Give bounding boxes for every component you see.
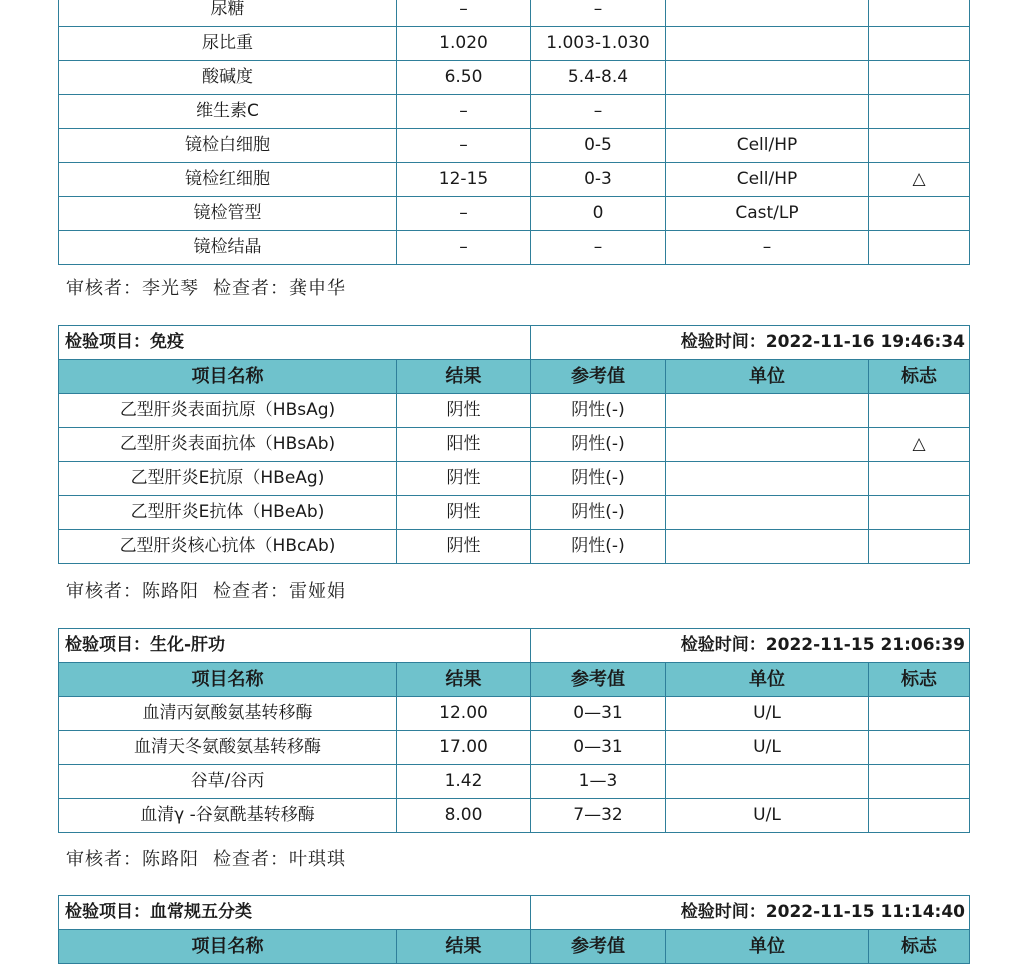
item-ref: 1.003-1.030: [531, 27, 666, 61]
item-name: 乙型肝炎核心抗体（HBcAb): [59, 530, 397, 564]
item-flag: [869, 799, 970, 833]
item-unit: Cell/HP: [666, 129, 869, 163]
examiner-name: 龚申华: [289, 278, 346, 299]
item-result: 8.00: [397, 799, 531, 833]
table-row: [59, 530, 970, 564]
item-result: 阴性: [397, 530, 531, 564]
section-title-row: [59, 326, 970, 360]
table-row: [59, 61, 970, 95]
col-header-name: 项目名称: [59, 930, 397, 964]
item-flag: [869, 61, 970, 95]
item-flag: [869, 530, 970, 564]
item-name: 镜检红细胞: [59, 163, 397, 197]
item-unit: U/L: [666, 697, 869, 731]
item-result: 阳性: [397, 428, 531, 462]
item-ref: 7—32: [531, 799, 666, 833]
item-name: 乙型肝炎E抗原（HBeAg): [59, 462, 397, 496]
item-result: –: [397, 129, 531, 163]
item-flag: [869, 197, 970, 231]
table-row: [59, 428, 970, 462]
item-ref: –: [531, 231, 666, 265]
table-row: [59, 731, 970, 765]
table-row: [59, 0, 970, 27]
column-header-row: [59, 663, 970, 697]
examiner-name: 叶琪琪: [289, 849, 346, 870]
col-header-name: 项目名称: [59, 360, 397, 394]
liver-function-table: [58, 628, 970, 833]
item-flag: [869, 697, 970, 731]
item-name: 镜检管型: [59, 197, 397, 231]
item-name: 尿比重: [59, 27, 397, 61]
column-header-row: [59, 360, 970, 394]
signature-line: [66, 274, 346, 300]
item-unit: –: [666, 231, 869, 265]
col-header-result: 结果: [397, 663, 531, 697]
table-row: [59, 394, 970, 428]
item-flag: [869, 27, 970, 61]
item-ref: 5.4-8.4: [531, 61, 666, 95]
item-ref: –: [531, 0, 666, 27]
item-flag: [869, 394, 970, 428]
reviewer-name: 陈路阳: [142, 581, 199, 602]
item-unit: [666, 462, 869, 496]
item-unit: Cell/HP: [666, 163, 869, 197]
item-result: 阴性: [397, 496, 531, 530]
col-header-unit: 单位: [666, 930, 869, 964]
col-header-flag: 标志: [869, 663, 970, 697]
item-name: 血清γ -谷氨酰基转移酶: [59, 799, 397, 833]
col-header-unit: 单位: [666, 663, 869, 697]
item-ref: 阴性(-): [531, 428, 666, 462]
col-header-name: 项目名称: [59, 663, 397, 697]
item-unit: [666, 61, 869, 95]
item-result: 6.50: [397, 61, 531, 95]
reviewer-label: 审核者：: [66, 849, 142, 870]
col-header-unit: 单位: [666, 360, 869, 394]
col-header-result: 结果: [397, 930, 531, 964]
table-row: [59, 765, 970, 799]
item-result: 12-15: [397, 163, 531, 197]
item-unit: [666, 0, 869, 27]
table-row: [59, 231, 970, 265]
table-row: [59, 197, 970, 231]
col-header-ref: 参考值: [531, 663, 666, 697]
reviewer-label: 审核者：: [66, 581, 142, 602]
item-name: 镜检结晶: [59, 231, 397, 265]
item-name: 镜检白细胞: [59, 129, 397, 163]
item-name: 酸碱度: [59, 61, 397, 95]
item-name: 血清丙氨酸氨基转移酶: [59, 697, 397, 731]
signature-line: [66, 845, 346, 871]
table-row: [59, 799, 970, 833]
item-result: –: [397, 95, 531, 129]
item-ref: 0: [531, 197, 666, 231]
item-unit: [666, 27, 869, 61]
reviewer-label: 审核者：: [66, 278, 142, 299]
item-flag: [869, 129, 970, 163]
item-result: 17.00: [397, 731, 531, 765]
item-ref: 阴性(-): [531, 530, 666, 564]
item-name: 尿糖: [59, 0, 397, 27]
item-result: –: [397, 231, 531, 265]
item-unit: [666, 530, 869, 564]
examiner-label: 检查者：: [213, 278, 289, 299]
col-header-result: 结果: [397, 360, 531, 394]
item-ref: 0-5: [531, 129, 666, 163]
item-flag: [869, 231, 970, 265]
item-unit: [666, 95, 869, 129]
item-unit: Cast/LP: [666, 197, 869, 231]
item-unit: [666, 765, 869, 799]
item-ref: 1—3: [531, 765, 666, 799]
item-result: 阴性: [397, 462, 531, 496]
item-result: 1.020: [397, 27, 531, 61]
reviewer-name: 李光琴: [142, 278, 199, 299]
item-flag: [869, 765, 970, 799]
item-result: 1.42: [397, 765, 531, 799]
table-row: [59, 163, 970, 197]
examiner-label: 检查者：: [213, 581, 289, 602]
urine-results-table: [58, 0, 970, 265]
item-unit: [666, 496, 869, 530]
section-title-row: [59, 896, 970, 930]
abnormal-flag: △: [869, 163, 970, 197]
item-name: 乙型肝炎表面抗体（HBsAb): [59, 428, 397, 462]
item-unit: [666, 394, 869, 428]
table-row: [59, 697, 970, 731]
col-header-ref: 参考值: [531, 930, 666, 964]
test-time: 检验时间：2022-11-15 21:06:39: [531, 629, 970, 663]
item-flag: [869, 0, 970, 27]
table-row: [59, 496, 970, 530]
item-flag: [869, 95, 970, 129]
project-name: 检验项目：免疫: [59, 326, 531, 360]
item-ref: 阴性(-): [531, 496, 666, 530]
item-result: 阴性: [397, 394, 531, 428]
item-flag: [869, 462, 970, 496]
project-name: 检验项目：血常规五分类: [59, 896, 531, 930]
item-unit: U/L: [666, 731, 869, 765]
test-time: 检验时间：2022-11-15 11:14:40: [531, 896, 970, 930]
item-flag: [869, 496, 970, 530]
column-header-row: [59, 930, 970, 964]
item-result: –: [397, 197, 531, 231]
item-unit: U/L: [666, 799, 869, 833]
immunology-table: [58, 325, 970, 564]
item-name: 谷草/谷丙: [59, 765, 397, 799]
item-name: 维生素C: [59, 95, 397, 129]
item-ref: –: [531, 95, 666, 129]
section-title-row: [59, 629, 970, 663]
item-ref: 0-3: [531, 163, 666, 197]
item-name: 乙型肝炎表面抗原（HBsAg): [59, 394, 397, 428]
item-ref: 0—31: [531, 697, 666, 731]
item-result: –: [397, 0, 531, 27]
item-name: 乙型肝炎E抗体（HBeAb): [59, 496, 397, 530]
examiner-label: 检查者：: [213, 849, 289, 870]
reviewer-name: 陈路阳: [142, 849, 199, 870]
col-header-ref: 参考值: [531, 360, 666, 394]
examiner-name: 雷娅娟: [289, 581, 346, 602]
abnormal-flag: △: [869, 428, 970, 462]
signature-line: [66, 577, 346, 603]
item-result: 12.00: [397, 697, 531, 731]
item-ref: 0—31: [531, 731, 666, 765]
col-header-flag: 标志: [869, 930, 970, 964]
item-ref: 阴性(-): [531, 462, 666, 496]
table-row: [59, 95, 970, 129]
table-row: [59, 462, 970, 496]
table-row: [59, 27, 970, 61]
table-row: [59, 129, 970, 163]
blood-routine-table: [58, 895, 970, 964]
col-header-flag: 标志: [869, 360, 970, 394]
project-name: 检验项目：生化-肝功: [59, 629, 531, 663]
item-flag: [869, 731, 970, 765]
item-name: 血清天冬氨酸氨基转移酶: [59, 731, 397, 765]
item-ref: 阴性(-): [531, 394, 666, 428]
item-unit: [666, 428, 869, 462]
test-time: 检验时间：2022-11-16 19:46:34: [531, 326, 970, 360]
